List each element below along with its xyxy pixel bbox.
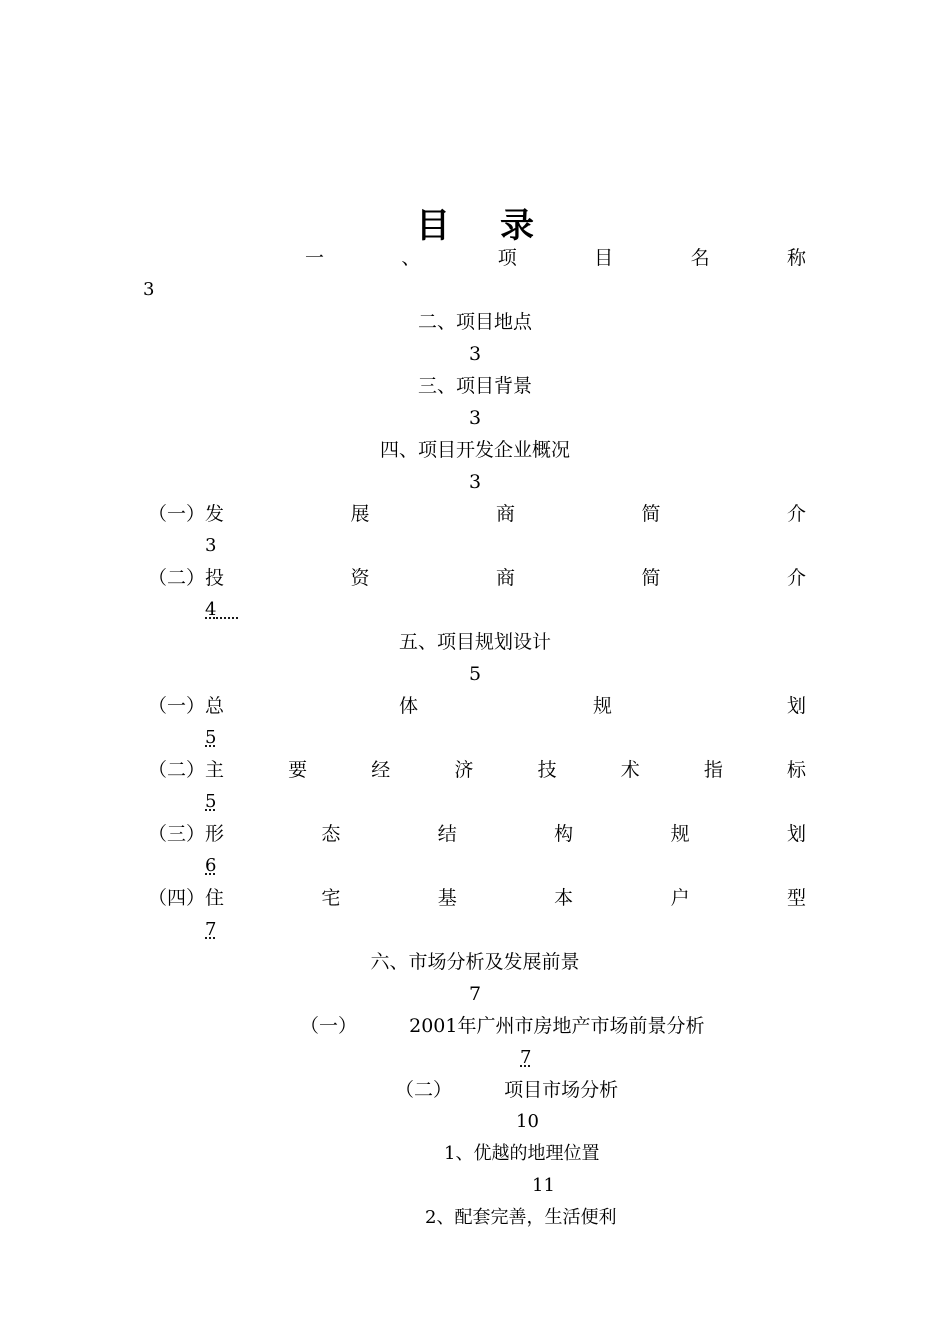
toc-page-s6-2: 10 [516,1111,539,1132]
toc-entry-s4-2[interactable]: （二）投 资 商 简 介 [148,567,806,589]
toc-entry-s4-1[interactable]: （一）发 展 商 简 介 [148,503,806,525]
toc-page-s4: 3 [468,471,482,493]
toc-page-s4-2[interactable]: 4 [205,599,217,620]
toc-page-s4-1: 3 [205,535,217,556]
toc-entry-s5-4[interactable]: （四）住 宅 基 本 户 型 [148,887,806,909]
toc-page-s3: 3 [468,407,482,429]
toc-entry-s6-2-2[interactable]: 2、配套完善，生活便利 [425,1207,617,1228]
toc-page-s6-2-1: 11 [532,1175,555,1196]
toc-entry-s6[interactable]: 六、市场分析及发展前景 [370,951,580,973]
toc-entry-s6-1[interactable]: （一） 2001年广州市房地产市场前景分析 [300,1015,705,1037]
toc-page-s6: 7 [468,983,482,1005]
toc-entry-s5-2[interactable]: （二）主 要 经 济 技 术 指 标 [148,759,806,781]
toc-title: 目录 [416,206,584,246]
toc-page-s5-3[interactable]: 6 [205,855,217,876]
toc-entry-s6-2-1[interactable]: 1、优越的地理位置 [444,1143,600,1164]
toc-entry-s5-1[interactable]: （一）总 体 规 划 [148,695,806,717]
toc-entry-s1[interactable]: 一 、 项 目 名 称 [305,247,806,269]
toc-page-s5-1[interactable]: 5 [205,727,217,748]
toc-page-s5: 5 [468,663,482,685]
toc-entry-s3[interactable]: 三、项目背景 [417,375,532,397]
toc-entry-s6-2[interactable]: （二） 项目市场分析 [395,1079,619,1101]
toc-page-s2: 3 [468,343,482,365]
toc-entry-s5-3[interactable]: （三）形 态 结 构 规 划 [148,823,806,845]
toc-page-s6-1[interactable]: 7 [520,1047,532,1068]
toc-entry-s5[interactable]: 五、项目规划设计 [398,631,551,653]
toc-entry-s4[interactable]: 四、项目开发企业概况 [379,439,570,461]
toc-entry-s2[interactable]: 二、项目地点 [417,311,532,333]
toc-page-s1: 3 [143,279,155,300]
toc-page-s5-4[interactable]: 7 [205,919,217,940]
toc-page-s5-2[interactable]: 5 [205,791,217,812]
